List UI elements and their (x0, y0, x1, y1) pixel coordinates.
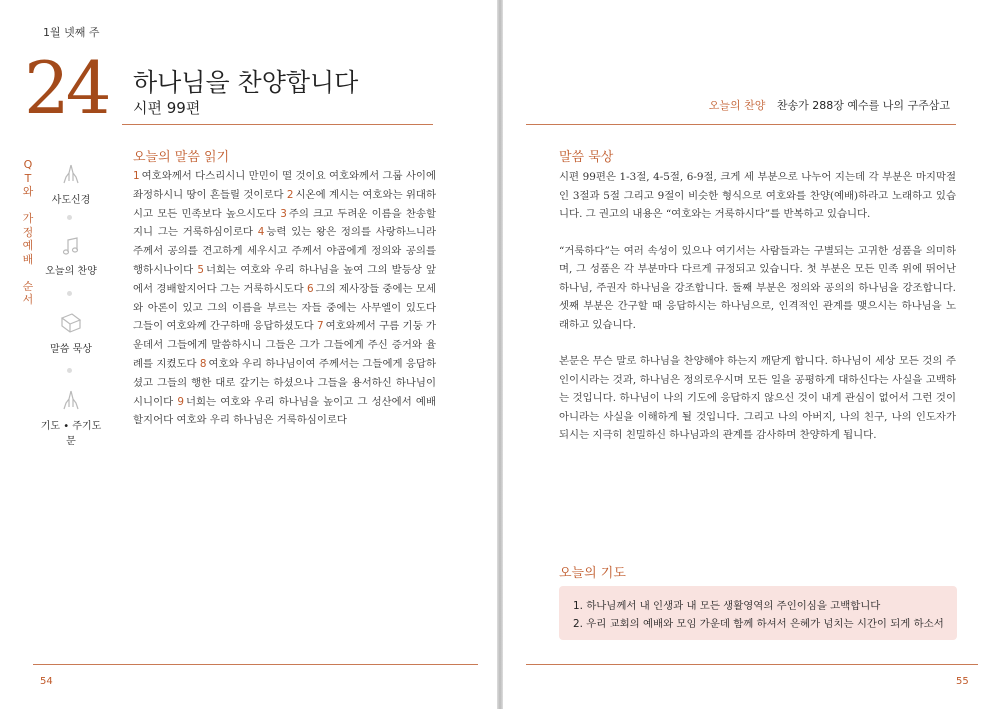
qt-char: 가 (22, 212, 34, 225)
verse-number: 7 (316, 320, 324, 333)
qt-char: 서 (22, 293, 34, 306)
scripture-reference: 시편 99편 (133, 99, 201, 117)
page-title: 하나님을 찬양합니다 (133, 68, 359, 97)
hymn-title: 찬송가 288장 예수를 나의 구주삼고 (776, 99, 950, 112)
verse-number: 2 (286, 188, 294, 201)
verse-number: 6 (306, 282, 314, 295)
header-divider (122, 124, 433, 125)
qt-char: 순 (22, 279, 34, 293)
sidebar-item-label: 말씀 묵상 (50, 344, 92, 355)
verse-text: 주의 크고 두려운 이름을 찬송할지니 그는 거룩하심이로다 (133, 207, 436, 239)
qt-char: 와 (22, 185, 34, 198)
todays-hymn (709, 97, 950, 113)
meditation-paragraph: 시편 99편은 1-3절, 4-5절, 6-9절, 크게 세 부분으로 나누어 지는데 각 부분은 마지막절인 3절과 5절 그리고 9절이 비슷한 형식으로 여호와를 찬양(예배)하라고 노래하고 있습니다. 그 권고의 내용은 “여호와는 거룩하시다”를 반복하고 있습니다. (559, 171, 956, 220)
verse-text: 시온에 계시는 여호와는 위대하시고 모든 민족보다 높으시도다 (133, 188, 436, 220)
day-number: 24 (24, 46, 108, 130)
prayer-item: 2. 우리 교회의 예배와 모임 가운데 함께 하셔서 은혜가 넘치는 시간이 되게 하소서 (573, 618, 944, 630)
week-label: 1월 넷째 주 (43, 26, 100, 39)
page-number: 55 (956, 676, 969, 687)
verse-number: 4 (257, 226, 265, 239)
verse-text: 여호와께서 구름 기둥 가운데서 그들에게 말씀하시니 그들은 그가 그들에게 주신 증거와 율례를 지켰도다 (133, 320, 436, 370)
verse-number: 8 (199, 357, 207, 370)
header-divider (526, 124, 956, 125)
sidebar-dot (67, 215, 72, 220)
praying-hands-icon (60, 389, 82, 413)
hymn-label: 오늘의 찬양 (708, 99, 766, 112)
page-number: 54 (40, 676, 53, 687)
qt-char: 배 (22, 252, 34, 266)
sidebar-dot (67, 291, 72, 296)
sidebar-item-creed (40, 163, 102, 206)
qt-vertical-label (20, 158, 36, 307)
verse-number: 5 (197, 263, 205, 276)
verse-text: 그의 제사장들 중에는 모세와 아론이 있고 그의 이름을 부르는 자들 중에는 사무엘이 있도다 그들이 여호와께 간구하매 응답하셨도다 (133, 282, 436, 333)
sidebar-item-label: 기도 • 주기도문 (40, 421, 102, 447)
meditation-section-title: 말씀 묵상 (559, 150, 614, 165)
prayer-section-title: 오늘의 기도 (559, 566, 626, 581)
footer-divider (33, 664, 478, 665)
music-note-icon (60, 236, 82, 258)
sidebar-item-hymn (40, 236, 102, 277)
sidebar-item-prayer (40, 389, 102, 447)
scripture-reading (133, 167, 436, 430)
qt-char: 정 (22, 225, 34, 239)
verse-text: 능력 있는 왕은 정의를 사랑하느니라 주께서 공의를 견고하게 세우시고 주께서 야곱에게 정의와 공의를 행하시나이다 (133, 226, 436, 276)
verse-text: 너희는 여호와 우리 하나님을 높여 그의 발등상 앞에서 경배할지어다 그는 거룩하시도다 (133, 263, 436, 295)
verse-text: 너희는 여호와 우리 하나님을 높이고 그 성산에서 예배할지어다 여호와 우리 하나님은 거룩하심이로다 (133, 395, 436, 427)
bible-icon (58, 312, 84, 336)
qt-char: 예 (22, 239, 34, 252)
prayer-item: 1. 하나님께서 내 인생과 내 모든 생활영역의 주인이심을 고백합니다 (573, 600, 881, 612)
qt-char: T (24, 171, 32, 185)
praying-hands-icon (60, 163, 82, 187)
verse-text: 여호와 우리 하나님이여 주께서는 그들에게 응답하셨고 그들의 행한 대로 갚기는 하셨으나 그들을 용서하신 하나님이시니이다 (133, 357, 436, 408)
left-page (0, 0, 497, 709)
verse-number: 9 (177, 395, 184, 408)
meditation-paragraph: 본문은 무슨 말로 하나님을 찬양해야 하는지 깨닫게 합니다. 하나님이 세상 모든 것의 주인이시라는 것과, 하나님은 정의로우시며 모든 일을 공평하게 대하신다는 사실을 고백하는 것입니다. 하나님이 나의 기도에 응답하지 않으신 것이 내게 관심이 없어서 그런 것이 아니라는 사실을 이해하게 될 것입니다. 그리고 나의 아버지, 나의 친구, 나의 인도자가 되시는 지극히 친밀하신 하나님과의 관계를 감사하며 찬양하게 됩니다. (559, 355, 956, 441)
prayer-box (559, 586, 957, 640)
meditation-paragraph: “거룩하다”는 여러 속성이 있으나 여기서는 사람들과는 구별되는 고귀한 성품을 의미하며, 그 성품은 각 부분마다 다르게 규정되고 있습니다. 첫 부분은 모든 민족 위에 뛰어난 하나님, 주권자 하나님을 강조합니다. 둘째 부분은 정의와 공의의 하나님을 강조합니다. 셋째 부분은 간구할 때 응답하시는 하나님으로, 인격적인 관계를 맺으시는 하나님을 노래하고 있습니다. (559, 244, 956, 331)
sidebar-item-label: 사도신경 (51, 195, 91, 206)
qt-char (20, 266, 36, 280)
right-page (503, 0, 1000, 709)
qt-char (20, 199, 36, 213)
verse-number: 3 (280, 207, 287, 220)
verse-text: 여호와께서 다스리시니 만민이 떨 것이요 여호와께서 그룹 사이에 좌정하시니 땅이 흔들릴 것이로다 (133, 170, 436, 201)
reading-section-title: 오늘의 말씀 읽기 (133, 150, 230, 165)
qt-char: Q (23, 158, 33, 171)
sidebar-item-meditation (40, 312, 102, 355)
sidebar-dot (67, 368, 72, 373)
meditation-body (559, 168, 956, 463)
verse-number: 1 (133, 170, 140, 182)
footer-divider (526, 664, 978, 665)
sidebar-item-label: 오늘의 찬양 (45, 266, 97, 277)
